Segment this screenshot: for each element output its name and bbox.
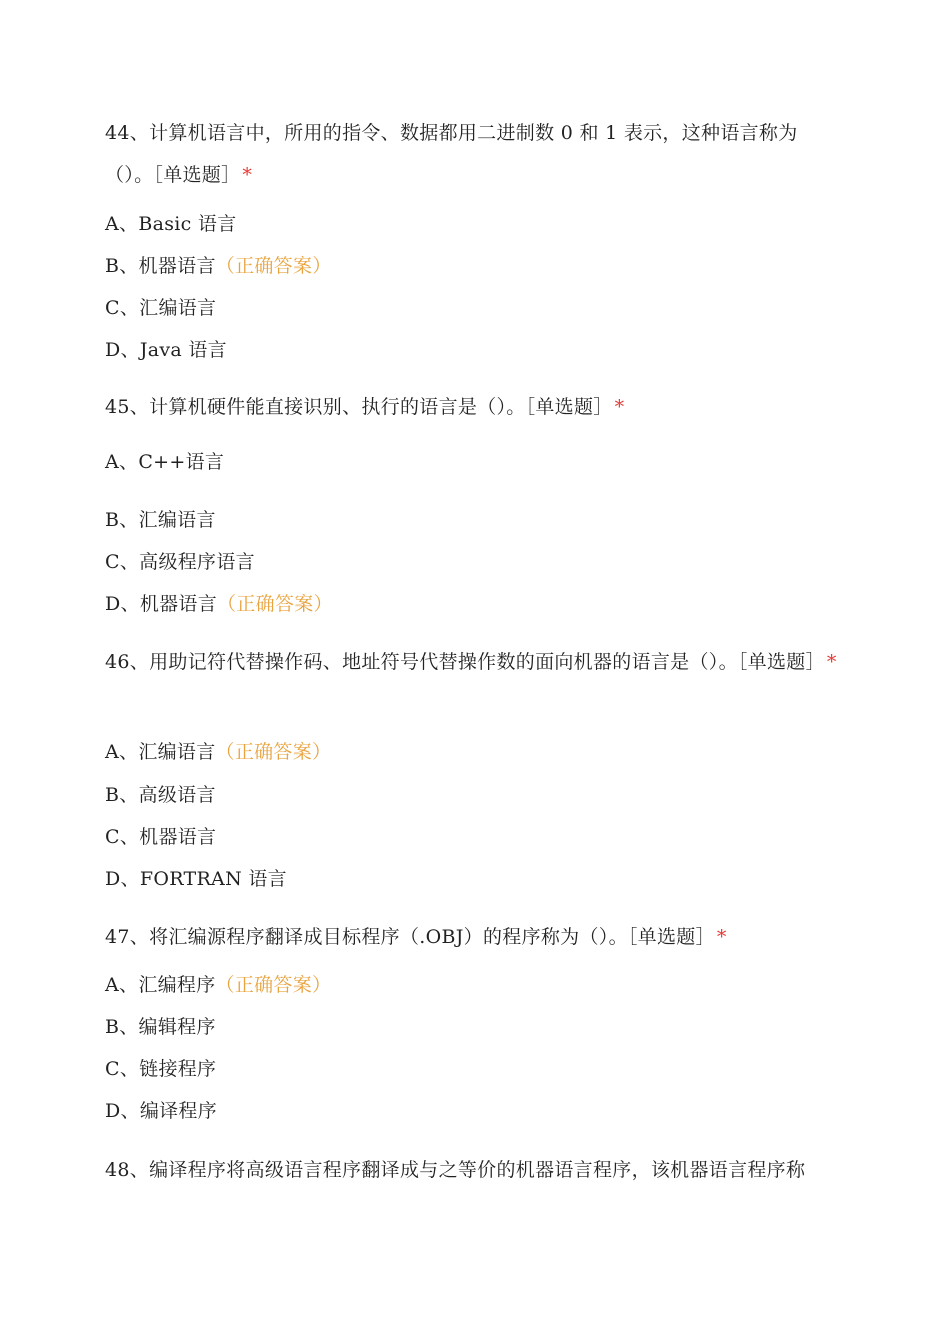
option-b[interactable]: [105, 506, 216, 534]
option-label: B、编辑程序: [105, 1016, 216, 1038]
option-label: C、汇编语言: [105, 297, 217, 319]
option-label: D、编译程序: [105, 1100, 218, 1122]
option-d[interactable]: [105, 336, 227, 364]
option-a[interactable]: [105, 448, 224, 476]
option-c[interactable]: [105, 823, 216, 851]
question-46: [105, 641, 840, 683]
question-44: [105, 112, 840, 196]
option-d[interactable]: [105, 865, 287, 893]
required-mark: *: [826, 651, 837, 673]
option-label: B、汇编语言: [105, 509, 216, 531]
option-label: C、机器语言: [105, 826, 217, 848]
required-mark: *: [242, 164, 253, 186]
option-label: D、机器语言: [105, 593, 218, 615]
question-text: 47、将汇编源程序翻译成目标程序（.OBJ）的程序称为（）。［单选题］: [105, 926, 715, 948]
option-b[interactable]: [105, 781, 216, 809]
correct-answer-tag: （正确答案）: [217, 593, 333, 615]
option-d[interactable]: [105, 590, 333, 618]
question-48: [105, 1149, 840, 1191]
question-47: [105, 916, 840, 958]
option-label: B、高级语言: [105, 784, 216, 806]
option-a[interactable]: [105, 971, 331, 999]
option-d[interactable]: [105, 1097, 217, 1125]
question-45: [105, 386, 840, 428]
option-c[interactable]: [105, 294, 216, 322]
question-text: 46、用助记符代替操作码、地址符号代替操作数的面向机器的语言是（）。［单选题］: [105, 651, 825, 673]
correct-answer-tag: （正确答案）: [215, 974, 332, 996]
correct-answer-tag: （正确答案）: [215, 741, 332, 763]
correct-answer-tag: （正确答案）: [215, 255, 332, 277]
option-b[interactable]: [105, 252, 332, 280]
required-mark: *: [716, 926, 727, 948]
question-text: 44、计算机语言中，所用的指令、数据都用二进制数 0 和 1 表示，这种语言称为（）。［单选题］: [105, 122, 798, 186]
option-label: C、高级程序语言: [105, 551, 255, 573]
option-label: A、汇编程序: [105, 974, 216, 996]
option-label: A、Basic 语言: [105, 213, 237, 235]
question-text: 48、编译程序将高级语言程序翻译成与之等价的机器语言程序，该机器语言程序称: [105, 1159, 806, 1181]
option-c[interactable]: [105, 548, 255, 576]
required-mark: *: [614, 396, 625, 418]
option-c[interactable]: [105, 1055, 216, 1083]
option-label: D、FORTRAN 语言: [105, 868, 287, 890]
option-label: A、汇编语言: [105, 741, 216, 763]
option-a[interactable]: [105, 210, 237, 238]
option-a[interactable]: [105, 738, 331, 766]
option-label: D、Java 语言: [105, 339, 227, 361]
option-label: A、C++语言: [105, 451, 225, 473]
option-label: B、机器语言: [105, 255, 216, 277]
option-label: C、链接程序: [105, 1058, 217, 1080]
question-text: 45、计算机硬件能直接识别、执行的语言是（）。［单选题］: [105, 396, 613, 418]
option-b[interactable]: [105, 1013, 216, 1041]
